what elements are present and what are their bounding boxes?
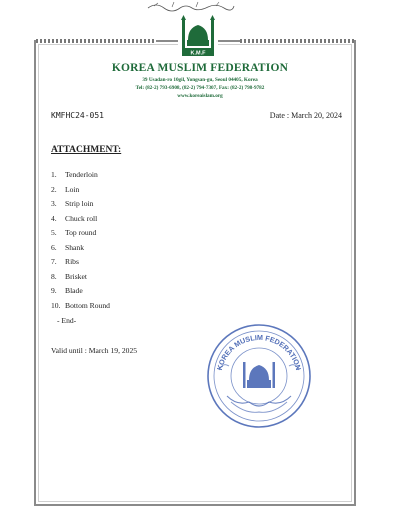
reference-number: KMFHC24-051: [51, 111, 104, 120]
item-label: Shank: [65, 242, 84, 252]
website-line: www.koreaislam.org: [177, 93, 223, 99]
item-number: 9.: [51, 286, 57, 295]
address-line: 39 Usadan-ro 10gil, Yongsan-gu, Seoul 04405, Korea: [142, 77, 258, 83]
contact-line: Tel: (82-2) 793-6908, (82-2) 794-7307, Fax: (82-2) 798-9782: [135, 85, 265, 91]
logo-text: K.M.F: [190, 50, 206, 57]
item-label: Tenderloin: [65, 170, 98, 179]
item-label: Ribs: [65, 257, 79, 266]
item-label: Strip loin: [65, 199, 94, 208]
document-date: Date : March 20, 2024: [269, 111, 342, 120]
attachment-title: ATTACHMENT:: [51, 145, 122, 155]
item-number: 1.: [51, 170, 57, 179]
list-item: [51, 241, 110, 256]
item-label: Loin: [65, 184, 80, 194]
list-item: [51, 197, 110, 212]
end-marker: - End-: [57, 316, 77, 325]
list-item: [51, 168, 110, 183]
border-band-left: [36, 39, 156, 43]
official-seal: [205, 322, 313, 430]
item-number: 5.: [51, 228, 57, 237]
organization-name: KOREA MUSLIM FEDERATION: [111, 62, 289, 74]
item-list: [51, 168, 110, 313]
item-number: 6.: [51, 242, 57, 252]
list-item: [51, 299, 110, 314]
list-item: [51, 255, 110, 270]
bismillah-calligraphy: [146, 0, 236, 12]
item-label: Bottom Round: [65, 300, 110, 310]
item-number: 10.: [51, 300, 61, 310]
item-number: 7.: [51, 257, 57, 266]
seal-text: KOREA MUSLIM FEDERATION: [214, 332, 304, 372]
item-number: 8.: [51, 271, 57, 281]
item-number: 2.: [51, 184, 57, 194]
item-number: 4.: [51, 213, 57, 223]
item-number: 3.: [51, 199, 57, 208]
list-item: [51, 183, 110, 198]
list-item: [51, 212, 110, 227]
valid-until: Valid until : March 19, 2025: [51, 346, 138, 355]
list-item: [51, 284, 110, 299]
item-label: Brisket: [65, 271, 87, 281]
list-item: [51, 270, 110, 285]
kmf-logo: [178, 14, 218, 58]
border-band-right: [240, 39, 354, 43]
item-label: Chuck roll: [65, 213, 98, 223]
item-label: Top round: [65, 228, 97, 237]
list-item: [51, 226, 110, 241]
item-label: Blade: [65, 286, 83, 295]
